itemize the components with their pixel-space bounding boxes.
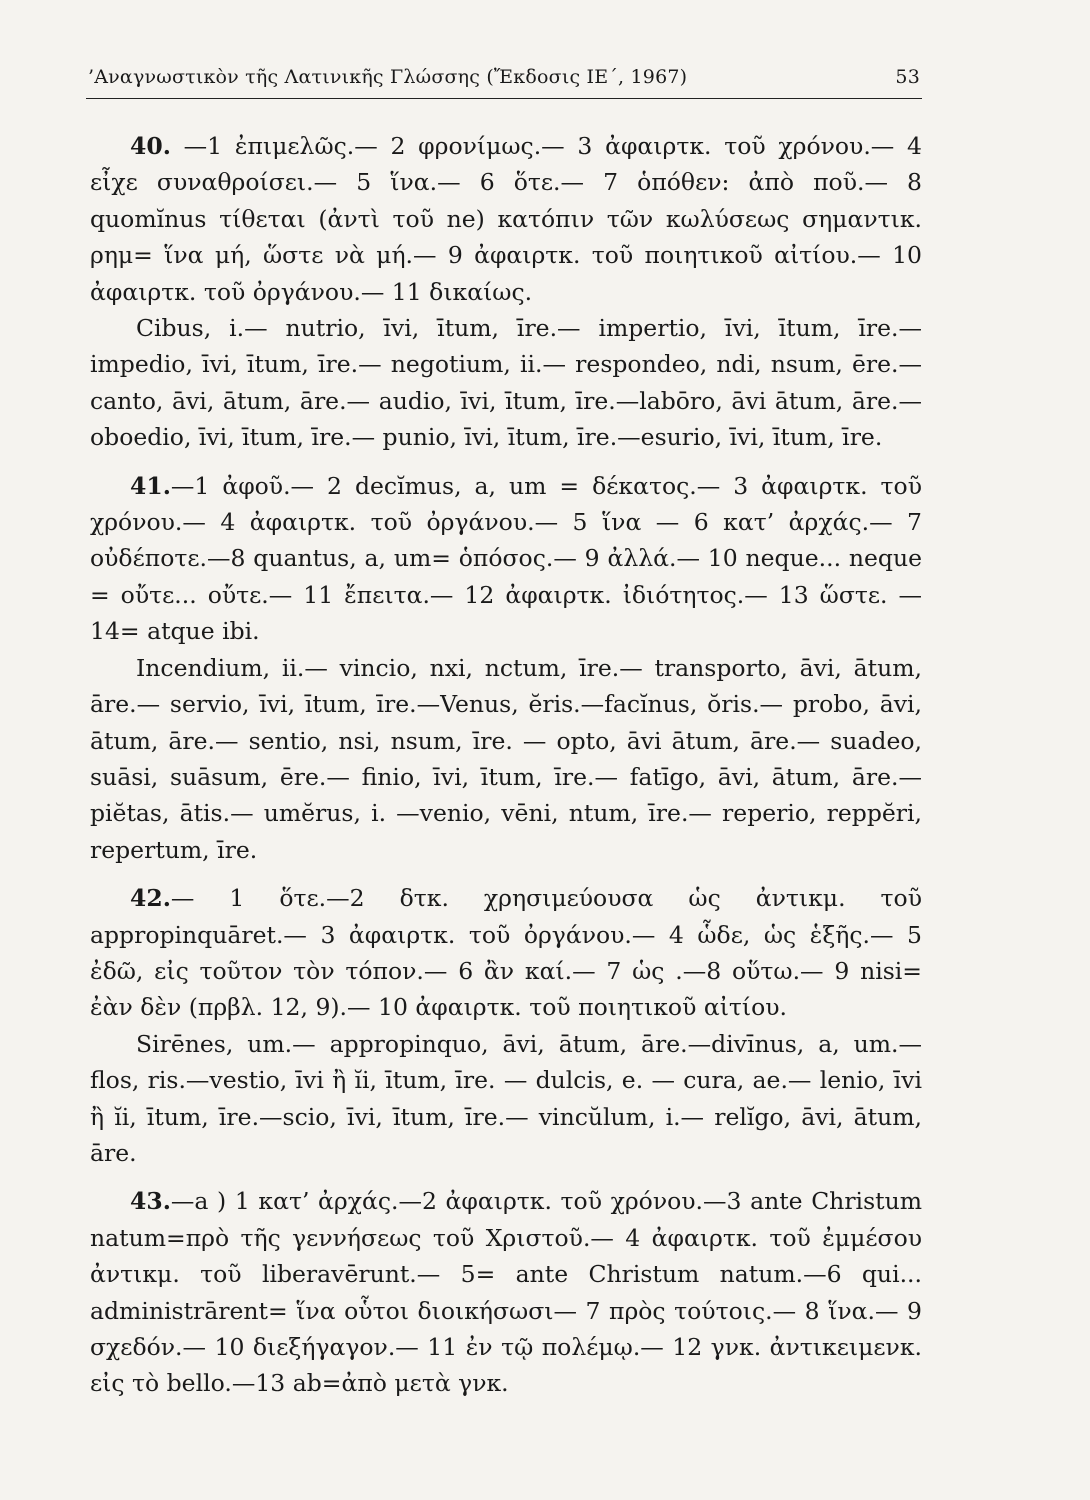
section-notes-text: —1 ἀφοῦ.— 2 decĭmus, a, um = δέκατος.— 3 ἀφαιρτκ. τοῦ χρόνου.— 4 ἀφαιρτκ. τοῦ ὀργάνου.— 5 ἵνα — 6 κατ’ ἀρχάς.— 7 οὐδέποτε.—8 quantus, a, um= ὁπόσος.— 9 ἀλλά.— 10 neque... neque = οὔτε... οὔτε.— 11 ἔπειτα.— 12 ἀφαιρτκ. ἰδιότητος.— 13 ὥστε. — 14= atque ibi. xyxy=(90,471,922,646)
section-40-notes xyxy=(90,128,922,310)
section-number: 42. xyxy=(130,884,171,913)
running-head xyxy=(88,66,920,88)
section-40-vocab: Cibus, i.— nutrio, īvi, ītum, īre.— impertio, īvi, ītum, īre.— impedio, īvi, ītum, īre.— negotium, ii.— respondeo, ndi, nsum, ēre.— canto, āvi, ātum, āre.— audio, īvi, ītum, īre.—labōro, āvi ātum, āre.— oboedio, īvi, ītum, īre.— punio, īvi, ītum, īre.—esurio, īvi, ītum, īre. xyxy=(90,314,922,452)
section-notes-text: —a ) 1 κατ’ ἀρχάς.—2 ἀφαιρτκ. τοῦ χρόνου.—3 ante Christum natum=πρὸ τῆς γεννήσεως τοῦ Χριστοῦ.— 4 ἀφαιρτκ. τοῦ ἐμμέσου ἀντικμ. τοῦ liberavērunt.— 5= ante Christum natum.—6 qui... administrārent= ἵνα οὗτοι διοικήσωσι— 7 πρὸς τούτοις.— 8 ἵνα.— 9 σχεδόν.— 10 διεξήγαγον.— 11 ἐν τῷ πολέμῳ.— 12 γνκ. ἀντικειμενκ. εἰς τὸ bello.—13 ab=ἀπὸ μετὰ γνκ. xyxy=(90,1187,922,1398)
running-head-title: ’Αναγνωστικὸν τῆς Λατινικῆς Γλώσσης (Ἔκδοσις ΙΕ΄, 1967) xyxy=(88,66,688,88)
section-42-notes xyxy=(90,880,922,1026)
section-41-vocab: Incendium, ii.— vincio, nxi, nctum, īre.— transporto, āvi, ātum, āre.— servio, īvi, ītum, īre.—Venus, ĕris.—facĭnus, ŏris.— probo, āvi, ātum, āre.— sentio, nsi, nsum, īre. — opto, āvi ātum, āre.— suadeo, suāsi, suāsum, ēre.— finio, īvi, ītum, īre.— fatīgo, āvi, ātum, āre.— piĕtas, ātis.— umĕrus, i. —venio, vēni, ntum, īre.— reperio, reppĕri, repertum, īre. xyxy=(90,653,922,864)
section-notes-text: —1 ἐπιμελῶς.— 2 φρονίμως.— 3 ἀφαιρτκ. τοῦ χρόνου.— 4 εἶχε συναθροίσει.— 5 ἵνα.— 6 ὅτε.— 7 ὁπόθεν: ἀπὸ ποῦ.— 8 quomĭnus τίθεται (ἀντὶ τοῦ ne) κατόπιν τῶν κωλύσεως σημαντικ. ρημ= ἵνα μή, ὥστε νὰ μή.— 9 ἀφαιρτκ. τοῦ ποιητικοῦ αἰτίου.— 10 ἀφαιρτκ. τοῦ ὀργάνου.— 11 δικαίως. xyxy=(90,132,922,306)
section-43-notes xyxy=(90,1183,922,1401)
section-41-notes xyxy=(90,468,922,650)
section-number: 40. xyxy=(130,132,171,160)
section-number: 43. xyxy=(130,1187,171,1216)
section-42-vocab: Sirēnes, um.— appropinquo, āvi, ātum, āre.—divīnus, a, um.— flos, ris.—vestio, īvi ἢ ĭi, ītum, īre. — dulcis, e. — cura, ae.— lenio, īvi ἢ ĭi, ītum, īre.—scio, īvi, ītum, īre.— vincŭlum, i.— relĭgo, āvi, ātum, āre. xyxy=(90,1029,922,1167)
page-number: 53 xyxy=(895,66,920,88)
section-notes-text: — 1 ὅτε.—2 δτκ. χρησιμεύουσα ὡς ἀντικμ. τοῦ appropinquāret.— 3 ἀφαιρτκ. τοῦ ὀργάνου.— 4 ὧδε, ὡς ἑξῆς.— 5 ἐδῶ, εἰς τοῦτον τὸν τόπον.— 6 ἂν καί.— 7 ὡς .—8 οὕτω.— 9 nisi= ἐὰν δὲν (πρβλ. 12, 9).— 10 ἀφαιρτκ. τοῦ ποιητικοῦ αἰτίου. xyxy=(90,884,922,1022)
header-rule xyxy=(86,98,922,99)
page-body xyxy=(90,128,922,1402)
section-number: 41. xyxy=(130,471,171,500)
